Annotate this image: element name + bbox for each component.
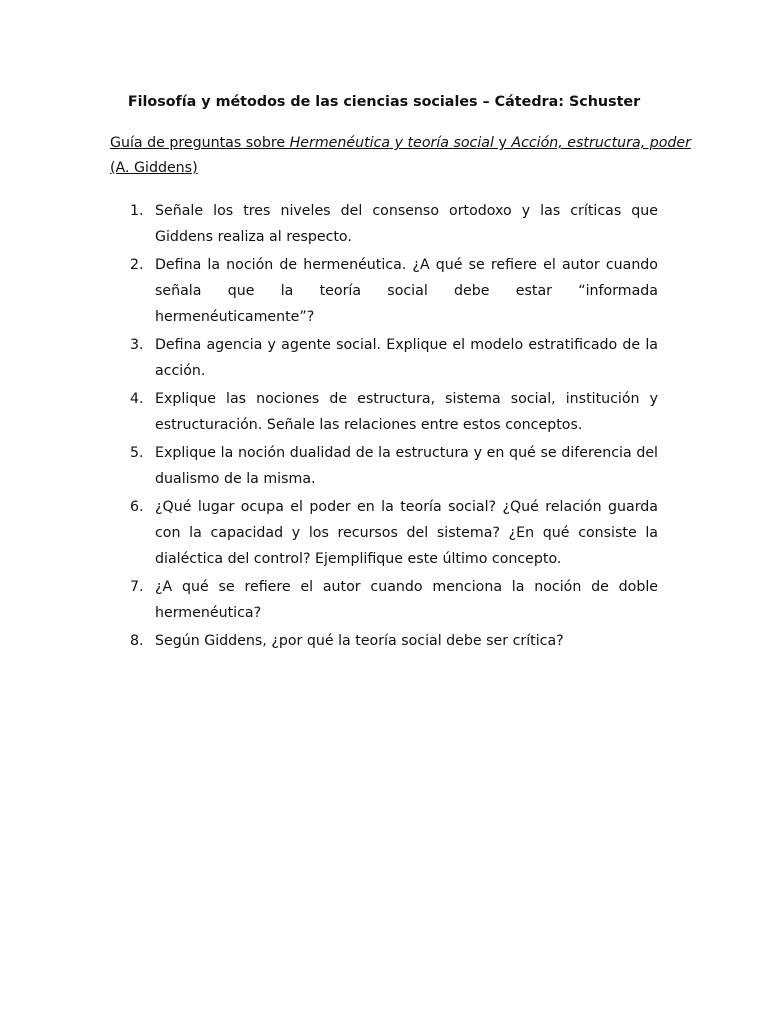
question-item: [110, 252, 658, 330]
question-number: 7.: [130, 579, 144, 595]
question-item: [110, 198, 658, 250]
question-item: [110, 628, 658, 654]
subtitle-prefix: Guía de preguntas sobre: [110, 135, 290, 151]
document-subtitle: [110, 131, 691, 181]
question-text: ¿A qué se refiere el autor cuando menciona la noción de doble hermenéutica?: [155, 579, 658, 621]
question-item: [110, 494, 658, 572]
question-text: Señale los tres niveles del consenso ortodoxo y las críticas que Giddens realiza al respecto.: [155, 203, 658, 245]
subtitle-line: [110, 131, 691, 156]
question-item: [110, 574, 658, 626]
question-text: ¿Qué lugar ocupa el poder en la teoría social? ¿Qué relación guarda con la capacidad y los recursos del sistema? ¿En qué consiste la dialéctica del control? Ejemplifique este último concepto.: [155, 499, 658, 567]
question-number: 1.: [130, 203, 144, 219]
subtitle-author: (A. Giddens): [110, 160, 198, 176]
document-title: Filosofía y métodos de las ciencias sociales – Cátedra: Schuster: [127, 94, 641, 110]
question-number: 3.: [130, 337, 144, 353]
question-text: Defina la noción de hermenéutica. ¿A qué se refiere el autor cuando señala que la teoría social debe estar “informada hermenéuticamente”?: [155, 257, 658, 325]
question-text: Explique las nociones de estructura, sistema social, institución y estructuración. Señale las relaciones entre estos conceptos.: [155, 391, 658, 433]
question-number: 4.: [130, 391, 144, 407]
question-number: 8.: [130, 633, 144, 649]
question-item: [110, 440, 658, 492]
subtitle-work-1: Hermenéutica y teoría social: [289, 135, 494, 151]
subtitle-work-2: Acción, estructura, poder: [511, 135, 691, 151]
question-text: Explique la noción dualidad de la estructura y en qué se diferencia del dualismo de la misma.: [155, 445, 658, 487]
question-list: [110, 198, 658, 656]
question-number: 5.: [130, 445, 144, 461]
question-number: 2.: [130, 257, 144, 273]
question-item: [110, 332, 658, 384]
subtitle-connector: y: [493, 135, 512, 151]
question-text: Según Giddens, ¿por qué la teoría social debe ser crítica?: [155, 633, 564, 649]
question-item: [110, 386, 658, 438]
question-text: Defina agencia y agente social. Explique el modelo estratificado de la acción.: [155, 337, 658, 379]
question-number: 6.: [130, 499, 144, 515]
